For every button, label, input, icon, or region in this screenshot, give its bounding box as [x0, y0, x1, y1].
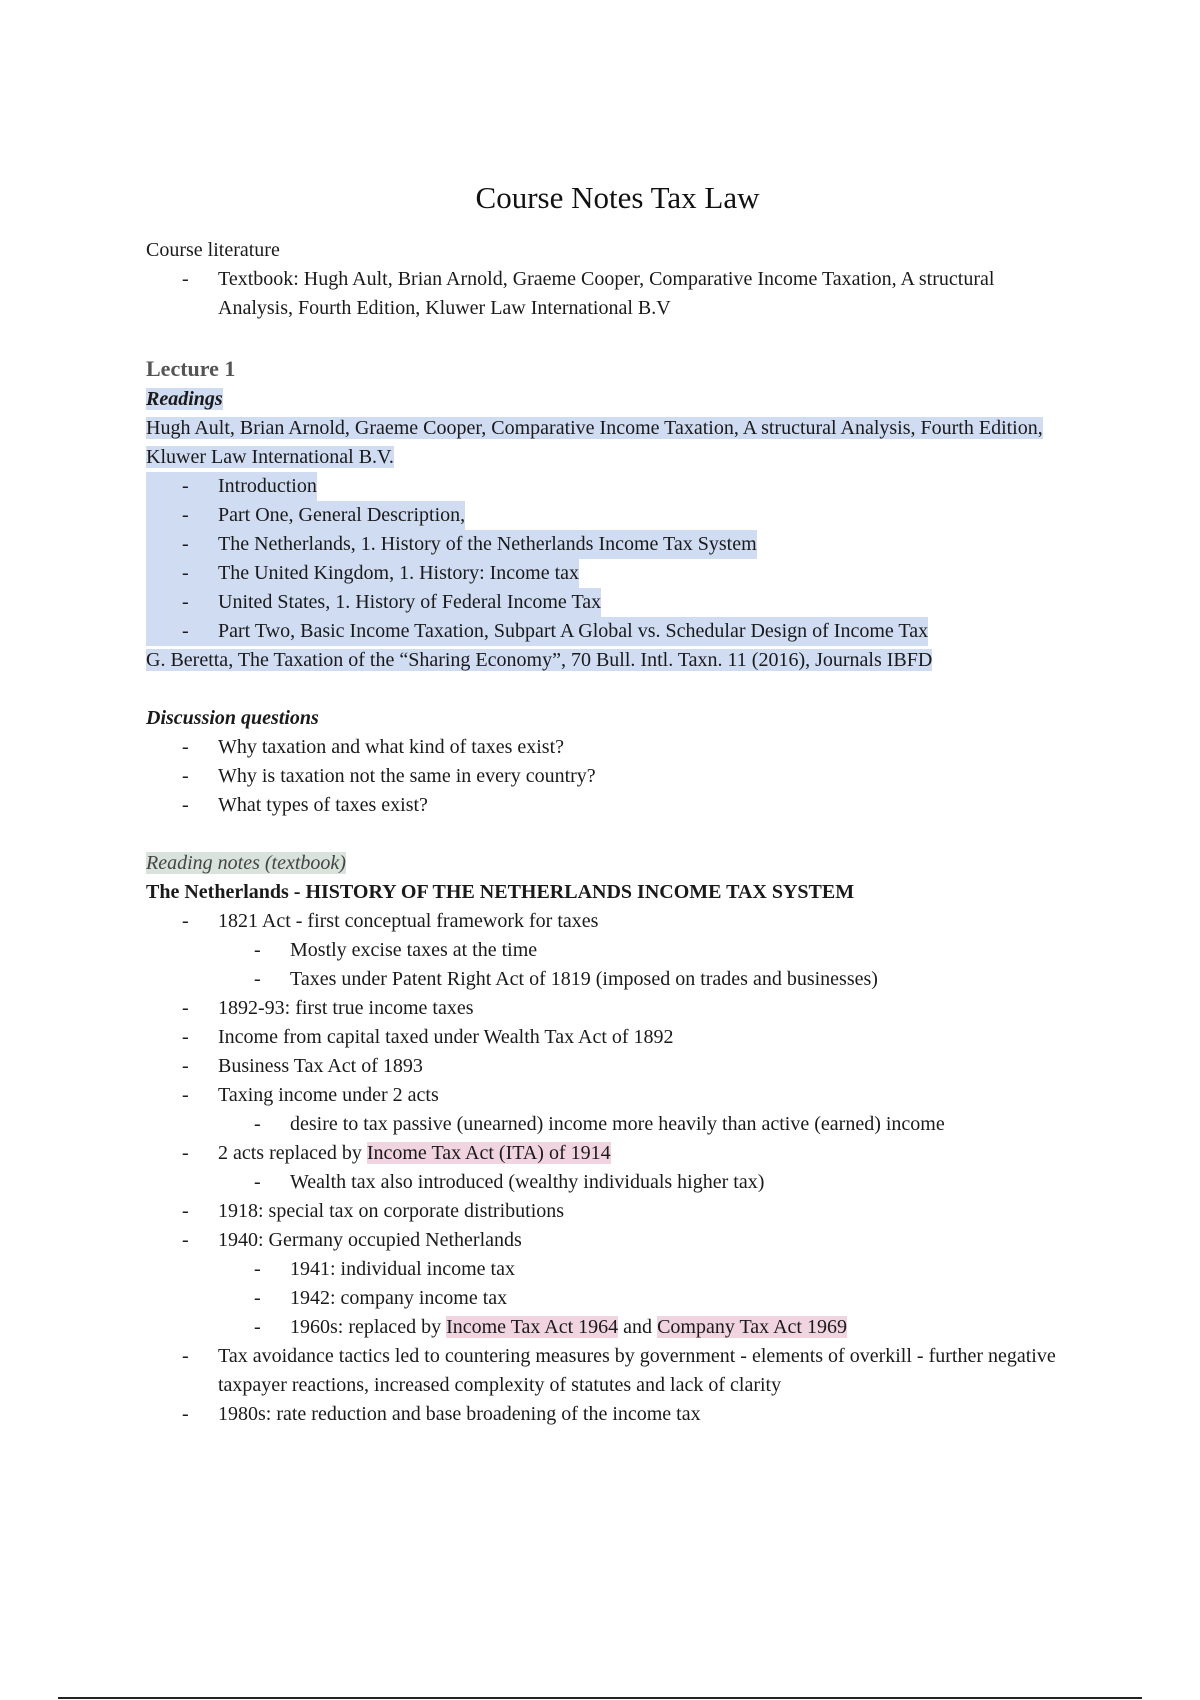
- note-text: Mostly excise taxes at the time: [290, 939, 538, 961]
- list-item: [146, 907, 1096, 936]
- readings-label: Readings: [146, 388, 223, 410]
- note-text: Business Tax Act of 1893: [218, 1055, 423, 1077]
- readings-source-2: G. Beretta, The Taxation of the “Sharing Economy”, 70 Bull. Intl. Taxn. 11 (2016), Journals IBFD: [146, 649, 933, 671]
- list-item: [146, 501, 1096, 530]
- note-text: Wealth tax also introduced (wealthy individuals higher tax): [290, 1171, 765, 1193]
- sub-list-item: [146, 965, 1096, 994]
- discussion-question: Why is taxation not the same in every country?: [218, 765, 596, 787]
- note-text: 1918: special tax on corporate distributions: [218, 1200, 565, 1222]
- bullet: -: [182, 1345, 189, 1367]
- list-item: [146, 791, 1096, 820]
- note-text: 1940: Germany occupied Netherlands: [218, 1229, 522, 1251]
- sub-list-item: [146, 1284, 1096, 1313]
- bullet: -: [146, 559, 218, 588]
- sub-list-item: [146, 1255, 1096, 1284]
- note-text: 1941: individual income tax: [290, 1258, 515, 1280]
- note-text: [218, 1139, 611, 1168]
- sub-list-item: [146, 1168, 1096, 1197]
- highlighted-act: Income Tax Act (ITA) of 1914: [366, 1142, 611, 1164]
- note-text: Tax avoidance tactics led to countering measures by government - elements of overkill - further negative taxpayer reactions, increased complexity of statutes and lack of clarity: [218, 1345, 1056, 1396]
- bullet: -: [182, 1142, 189, 1164]
- bullet: -: [182, 794, 189, 816]
- list-item: [146, 762, 1096, 791]
- note-text: [290, 1313, 847, 1342]
- bullet: -: [182, 1084, 189, 1106]
- bullet: -: [182, 1229, 189, 1251]
- reading-item: Part Two, Basic Income Taxation, Subpart A Global vs. Schedular Design of Income Tax: [218, 617, 928, 646]
- list-item: [146, 530, 1096, 559]
- bullet: -: [146, 501, 218, 530]
- reading-item: The United Kingdom, 1. History: Income tax: [218, 559, 579, 588]
- note-text-part: 2 acts replaced by: [218, 1142, 367, 1164]
- list-item: [146, 1342, 1096, 1400]
- course-literature-label: Course literature: [146, 239, 280, 261]
- bullet: -: [182, 1055, 189, 1077]
- highlighted-act: Income Tax Act 1964: [446, 1316, 619, 1338]
- bullet: -: [182, 736, 189, 758]
- bullet: -: [254, 1287, 261, 1309]
- bullet: -: [182, 268, 189, 290]
- note-text: 1821 Act - first conceptual framework for taxes: [218, 910, 599, 932]
- reading-notes-label: Reading notes (textbook): [146, 852, 346, 874]
- list-item: [146, 559, 1096, 588]
- bullet: -: [146, 588, 218, 617]
- textbook-reference: Textbook: Hugh Ault, Brian Arnold, Graeme Cooper, Comparative Income Taxation, A structural Analysis, Fourth Edition, Kluwer Law International B.V: [218, 268, 995, 319]
- page-bottom-rule: [58, 1697, 1142, 1699]
- list-item: [146, 1400, 1096, 1429]
- document-body: [146, 236, 1096, 1429]
- discussion-question: Why taxation and what kind of taxes exist?: [218, 736, 565, 758]
- netherlands-heading: The Netherlands - HISTORY OF THE NETHERLANDS INCOME TAX SYSTEM: [146, 881, 855, 903]
- list-item: [146, 617, 1096, 646]
- reading-item: Part One, General Description,: [218, 501, 465, 530]
- list-item: [146, 1197, 1096, 1226]
- bullet: -: [254, 1258, 261, 1280]
- note-text: 1942: company income tax: [290, 1287, 508, 1309]
- note-text-part: 1960s: replaced by: [290, 1316, 447, 1338]
- bullet: -: [182, 997, 189, 1019]
- list-item: [146, 472, 1096, 501]
- highlighted-act: Company Tax Act 1969: [657, 1316, 847, 1338]
- discussion-question: What types of taxes exist?: [218, 794, 428, 816]
- bullet: -: [254, 1113, 261, 1135]
- discussion-label: Discussion questions: [146, 707, 319, 729]
- note-text: Taxes under Patent Right Act of 1819 (imposed on trades and businesses): [290, 968, 878, 990]
- list-item: [146, 994, 1096, 1023]
- bullet: -: [254, 939, 261, 961]
- bullet: -: [254, 968, 261, 990]
- bullet: -: [182, 1403, 189, 1425]
- note-text: 1892-93: first true income taxes: [218, 997, 474, 1019]
- readings-source-1: Hugh Ault, Brian Arnold, Graeme Cooper, Comparative Income Taxation, A structural Analysis, Fourth Edition, Kluwer Law International B.V.: [146, 417, 1043, 468]
- bullet: -: [182, 1200, 189, 1222]
- bullet: -: [182, 910, 189, 932]
- page-title: Course Notes Tax Law: [475, 180, 760, 215]
- list-item: [146, 265, 1096, 323]
- note-text: 1980s: rate reduction and base broadening of the income tax: [218, 1403, 701, 1425]
- reading-item: United States, 1. History of Federal Income Tax: [218, 588, 601, 617]
- note-text: Income from capital taxed under Wealth Tax Act of 1892: [218, 1026, 674, 1048]
- lecture-heading: Lecture 1: [146, 356, 236, 381]
- bullet: -: [146, 617, 218, 646]
- bullet: -: [146, 530, 218, 559]
- note-text: Taxing income under 2 acts: [218, 1084, 439, 1106]
- bullet: -: [146, 472, 218, 501]
- list-item: [146, 1052, 1096, 1081]
- note-text-part: and: [618, 1316, 658, 1338]
- list-item: [146, 1226, 1096, 1255]
- bullet: -: [182, 1026, 189, 1048]
- bullet: -: [254, 1171, 261, 1193]
- list-item: [146, 1139, 1096, 1168]
- list-item: [146, 588, 1096, 617]
- sub-list-item: [146, 1313, 1096, 1342]
- sub-list-item: [146, 1110, 1096, 1139]
- reading-item: Introduction: [218, 472, 317, 501]
- list-item: [146, 1081, 1096, 1110]
- sub-list-item: [146, 936, 1096, 965]
- note-text: desire to tax passive (unearned) income more heavily than active (earned) income: [290, 1113, 945, 1135]
- bullet: -: [182, 765, 189, 787]
- reading-item: The Netherlands, 1. History of the Netherlands Income Tax System: [218, 530, 757, 559]
- list-item: [146, 1023, 1096, 1052]
- bullet: -: [254, 1316, 261, 1338]
- list-item: [146, 733, 1096, 762]
